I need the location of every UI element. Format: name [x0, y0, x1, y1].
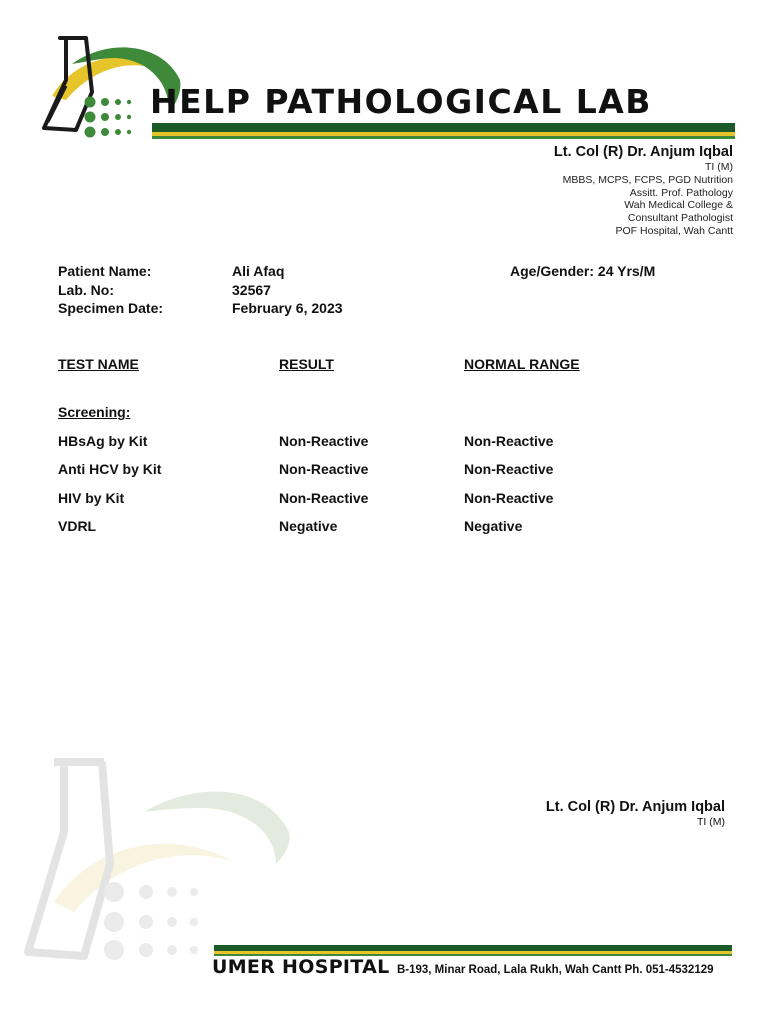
test-name: HBsAg by Kit [58, 433, 148, 449]
patient-name: Ali Afaq [232, 263, 285, 279]
patient-name-label: Patient Name: [58, 263, 152, 279]
doctor-line: POF Hospital, Wah Cantt [615, 224, 733, 237]
lab-name: HELP PATHOLOGICAL LAB [150, 82, 652, 121]
signature-title: TI (M) [697, 816, 725, 828]
watermark-logo-icon [14, 752, 304, 972]
test-result: Negative [279, 518, 338, 534]
specimen-date: February 6, 2023 [232, 300, 343, 316]
doctor-line: Assitt. Prof. Pathology [629, 186, 733, 199]
test-result: Non-Reactive [279, 461, 369, 477]
normal-range: Non-Reactive [464, 461, 554, 477]
footer [212, 956, 714, 978]
signature-name: Lt. Col (R) Dr. Anjum Iqbal [545, 799, 725, 815]
column-header-range: NORMAL RANGE [464, 356, 580, 372]
lab-no-label: Lab. No: [58, 282, 114, 298]
doctor-line: Consultant Pathologist [627, 212, 733, 225]
test-name: Anti HCV by Kit [58, 461, 162, 477]
normal-range: Non-Reactive [464, 490, 554, 506]
normal-range: Negative [464, 518, 523, 534]
test-result: Non-Reactive [279, 433, 369, 449]
test-result: Non-Reactive [279, 490, 369, 506]
header-stripe-green [152, 136, 735, 139]
doctor-info [554, 143, 733, 238]
header-stripe-dark [152, 123, 735, 132]
column-header-result: RESULT [279, 356, 334, 372]
doctor-line: MBBS, MCPS, FCPS, PGD Nutrition [562, 173, 733, 186]
lab-no: 32567 [232, 282, 271, 298]
doctor-line: Wah Medical College & [624, 199, 733, 212]
normal-range: Non-Reactive [464, 433, 554, 449]
column-header-test: TEST NAME [58, 356, 139, 372]
section-heading: Screening: [58, 404, 131, 420]
test-name: HIV by Kit [58, 490, 125, 506]
hospital-address: B-193, Minar Road, Lala Rukh, Wah Cantt Ph. 051-4532129 [396, 964, 714, 976]
doctor-name: Lt. Col (R) Dr. Anjum Iqbal [553, 144, 733, 160]
doctor-line: TI (M) [705, 161, 733, 173]
hospital-name: UMER HOSPITAL [212, 956, 390, 978]
specimen-date-label: Specimen Date: [58, 300, 164, 316]
signature-block [546, 798, 725, 829]
test-name: VDRL [58, 518, 97, 534]
age-gender: Age/Gender: 24 Yrs/M [510, 263, 656, 279]
